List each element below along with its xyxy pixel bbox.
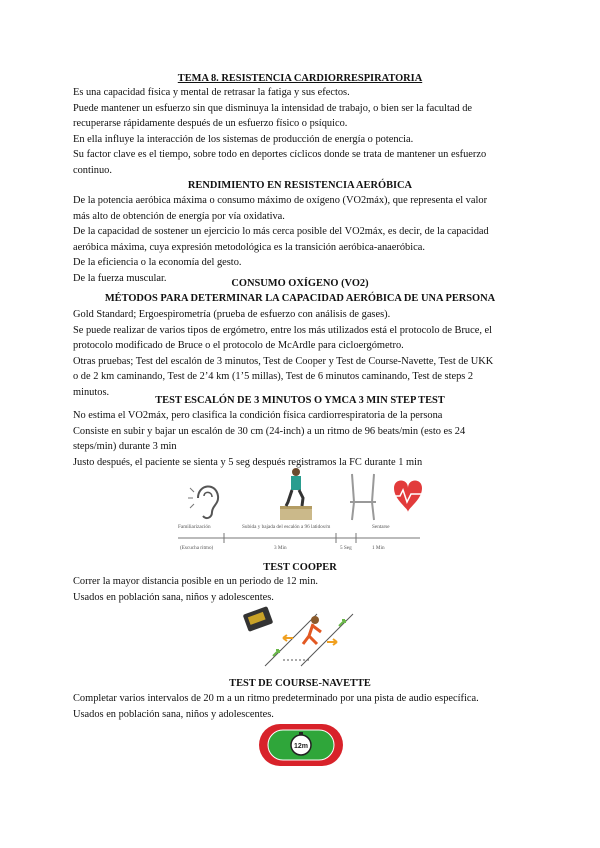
consumo-heading: CONSUMO OXÍGENO (VO2) [231, 278, 369, 289]
stopwatch-crown [299, 732, 303, 735]
metodos-heading: MÉTODOS PARA DETERMINAR LA CAPACIDAD AERÓBICA DE UNA PERSONA [104, 293, 496, 304]
intro-line-6: continuo. [73, 164, 112, 176]
figure-sub-5seg: 5 Seg [340, 545, 352, 551]
cooper-heading: TEST COOPER [263, 562, 337, 573]
consumo-line-3: protocolo modificado de Bruce o el protocolo de McArdle para cicloergómetro. [73, 340, 404, 351]
consumo-line-5: o de 2 km caminando, Test de 2’4 km (1’5 millas), Test de 6 minutos caminando, Test de steps 2 [73, 371, 474, 382]
navette-line-2: Usados en población sana, niños y adolescentes. [73, 708, 274, 720]
rendimiento-line-4: aeróbica máxima, cuya expresión metodológica es la transición aeróbica-anaeróbica. [73, 241, 425, 253]
heart-rate-icon [392, 481, 424, 513]
escalon-line-4: Justo después, el paciente se sienta y 5 seg después registramos la FC durante 1 min [73, 456, 423, 468]
rendimiento-line-5: De la eficiencia o la economía del gesto. [73, 257, 242, 268]
escalon-line-2: Consiste en subir y bajar un escalón de 30 cm (24-inch) a un ritmo de 96 beats/min (esto es 24 [73, 425, 466, 437]
figure-sub-1min: 1 Min [372, 545, 385, 551]
navette-track-figure [258, 723, 344, 767]
figure-label-sit: Sentarse [372, 524, 390, 530]
runner-icon [303, 616, 321, 644]
figure-label-familiarization: Familiarización [178, 524, 211, 530]
consumo-line-1: Gold Standard; Ergoespirometría (prueba de esfuerzo con análisis de gases). [73, 309, 391, 320]
figure-label-stepping: Subida y bajada del escalón a 96 latidos/m [242, 524, 331, 530]
escalon-line-1: No estima el VO2máx, pero clasifica la condición física cardiorrespiratoria de la persona [73, 410, 443, 421]
escalon-line-3: steps/min) durante 3 min [73, 441, 177, 452]
consumo-line-4: Otras pruebas; Test del escalón de 3 minutos, Test de Cooper y Test de Course-Navette, Test de UKK [73, 355, 494, 367]
intro-line-4: En ella influye la interacción de los sistemas de producción de energía o potencia. [73, 133, 414, 145]
cooper-line-1: Correr la mayor distancia posible en un periodo de 12 min. [73, 576, 318, 587]
intro-line-3: recuperarse rápidamente después de un esfuerzo físico o psíquico. [73, 118, 348, 129]
ear-icon [188, 486, 218, 518]
figure-sub-3min: 3 Min [274, 545, 287, 551]
intro-line-5: Su factor clave es el tiempo, sobre todo en deportes cíclicos donde se trata de mantener un esfuerzo [73, 149, 487, 160]
arrow-right-icon [327, 639, 337, 645]
rendimiento-line-1: De la potencia aeróbica máxima o consumo máximo de oxígeno (VO2máx), que representa el valor [73, 195, 488, 206]
consumo-line-2: Se puede realizar de varios tipos de ergómetro, entre los más utilizados está el protocolo de Bruce, el [73, 324, 493, 336]
escalon-heading: TEST ESCALÓN DE 3 MINUTOS O YMCA 3 MIN STEP TEST [155, 395, 445, 406]
intro-line-2: Puede mantener un esfuerzo sin que disminuya la intensidad de trabajo, o bien ser la facultad de [73, 102, 473, 114]
page-title: TEMA 8. RESISTENCIA CARDIORRESPIRATORIA [177, 73, 423, 84]
rendimiento-line-6: De la fuerza muscular. [73, 272, 167, 284]
intro-line-1: Es una capacidad física y mental de retrasar la fatiga y sus efectos. [73, 87, 350, 98]
cooper-line-2: Usados en población sana, niños y adolescentes. [73, 591, 274, 603]
rendimiento-heading: RENDIMIENTO EN RESISTENCIA AERÓBICA [187, 180, 413, 191]
chair-icon [350, 474, 376, 520]
timer-icon [243, 606, 273, 632]
stopwatch-label: 12m [293, 743, 309, 750]
navette-heading: TEST DE COURSE-NAVETTE [229, 678, 371, 689]
person-stepping-icon [280, 468, 312, 520]
step-test-figure [176, 466, 426, 554]
cooper-figure [243, 606, 358, 670]
rendimiento-line-2: más alto de obtención de energía por vía oxidativa. [73, 210, 285, 222]
rendimiento-line-3: De la capacidad de sostener un ejercicio lo más cerca posible del VO2máx, es decir, de la capacidad [73, 226, 489, 237]
navette-line-1: Completar varios intervalos de 20 m a un ritmo predeterminado por una pista de audio específica. [73, 693, 479, 704]
figure-sub-listen: (Escucha ritmo) [180, 545, 214, 551]
consumo-line-6: minutos. [73, 386, 110, 398]
